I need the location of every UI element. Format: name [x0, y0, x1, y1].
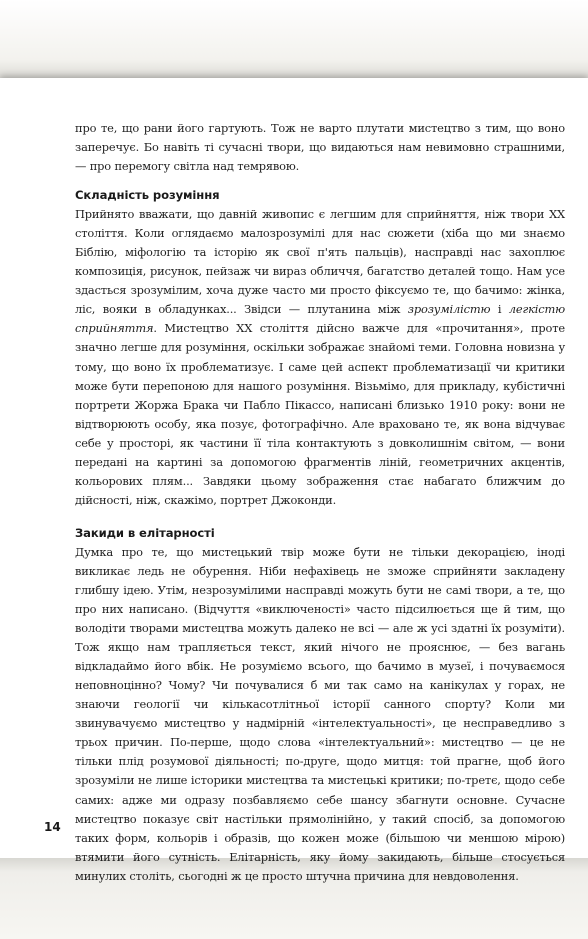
paragraph-text: Прийнято вважати, що давній живопис є легшим для сприйняття, ніж твори XX століття. Коли оглядаємо малозрозумілі для нас сюжети (хіба що ми знаємо Біблію, міфологію та історію як свої п'ять пальців), насправді нас захоплює композиція, рисунок, пейзаж чи вираз обличчя, багатство деталей тощо. Нам усе здасться зрозумілим, хоча дуже часто ми просто фіксуємо те, що бачимо: жінка, ліс, вояки в обладунках... Звідси — плутанина між	[75, 207, 565, 317]
section-heading-elitism: Закиди в елітарності	[75, 525, 215, 540]
section-paragraph-complexity	[75, 205, 565, 510]
paragraph-text: . Мистецтво XX століття дійсно важче для «прочитання», проте значно легше для розуміння, оскільки зображає знайомі теми. Головна новизна у тому, що воно їх проблематизує. І саме цей аспект проблематизації чи критики може бути перепоною для нашого розуміння. Візьмімо, для прикладу, кубістичні портрети Жоржа Брака чи Пабло Пікассо, написані близько 1910 року: вони не відтворюють особу, яка позує, фотографічно. Але враховано те, як вона відчуває себе у просторі, як частини її тіла контактують з довколишнім світом, — вони передані на картині за допомогою фрагментів ліній, геометричних акцентів, кольорових плям... Завдяки цьому зображення стає набагато ближчим до дійсності, ніж, скажімо, портрет Джоконди.	[75, 321, 565, 507]
page-number: 14	[44, 820, 61, 834]
background-top	[0, 0, 588, 78]
emphasis-ease-of-perception: легкістю сприйняття	[75, 302, 566, 336]
intro-paragraph: про те, що рани його гартують. Тож не варто плутати мистецтво з тим, що воно заперечує. Бо навіть ті сучасні твори, що видаються нам невимовно страшними, — про перемогу світла над темрявою.	[75, 121, 565, 174]
paragraph-text: і	[490, 302, 509, 317]
emphasis-comprehensibility: зрозумілістю	[407, 302, 491, 317]
page-content	[75, 119, 565, 886]
section-heading-complexity: Складність розуміння	[75, 188, 220, 203]
section-paragraph-elitism: Думка про те, що мистецький твір може бути не тільки декорацією, іноді викликає ледь не обурення. Ніби нефахівець не зможе сприйняти закладену глибшу ідею. Утім, незрозумілими насправді можуть бути не самі твори, а те, що про них написано. (Відчуття «виключеності» часто підсилюється ще й тим, що володіти творами мистецтва можуть далеко не всі — але ж усі здатні їх розуміти). Тож якщо нам трапляється текст, який нічого не прояснює, — без вагань відкладаймо його вбік. Не розуміємо всього, що бачимо в музеї, і почуваємося неповноцінно? Чому? Чи почувалися б ми так само на канікулах у горах, не знаючи геології чи кількасотлітньої історії санного спорту? Коли ми звинувачуємо мистецтво у надмірній «інтелектуальності», це несправедливо з трьох причин. По-перше, щодо слова «інтелектуальний»: мистецтво — це не тільки плід розумової діяльності; по-друге, щодо митця: той прагне, щоб його зрозуміли не лише історики мистецтва та мистецькі критики; по-третє, щодо себе самих: адже ми одразу позбавляємо себе шансу збагнути основне. Сучасне мистецтво показує світ настільки прямолінійно, у такий спосіб, за допомогою таких форм, кольорів і образів, що кожен може (більшою чи меншою мірою) втямити його сутність. Елітарність, яку йому закидають, більше стосується минулих століть, сьогодні ж це просто штучна причина для невдоволення.	[75, 544, 565, 883]
